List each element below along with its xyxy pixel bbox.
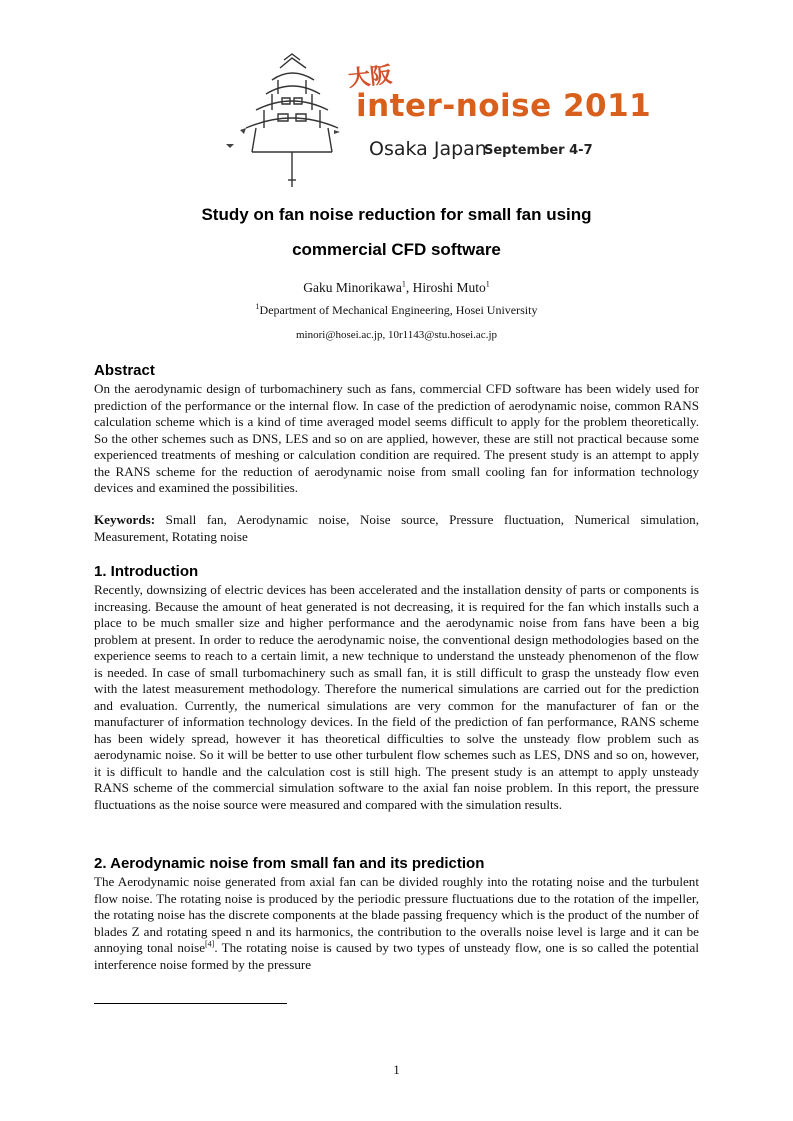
author-2-affil-mark: 1 — [485, 279, 490, 289]
citation-ref: [4] — [205, 939, 215, 949]
logo-city: Osaka Japan — [369, 138, 487, 160]
author-separator: , — [405, 280, 413, 295]
author-list — [0, 280, 793, 296]
paper-title-line-1: Study on fan noise reduction for small fan using — [201, 205, 592, 224]
author-1-affil-mark: 1 — [401, 279, 406, 289]
footnote-rule — [94, 1003, 287, 1004]
author-emails: minori@hosei.ac.jp, 10r1143@stu.hosei.ac.jp — [295, 329, 497, 341]
osaka-castle-icon — [222, 52, 352, 192]
affiliation-text: Department of Mechanical Engineering, Hosei University — [259, 303, 538, 317]
keywords-list: Small fan, Aerodynamic noise, Noise source, Pressure fluctuation, Numerical simulation, Measurement, Rotating noise — [94, 512, 699, 544]
section-2-text-b: . The rotating noise is caused by two types of unsteady flow, one is so called the potential interference noise formed by the pressure — [94, 940, 699, 972]
conference-logo — [222, 52, 652, 192]
section-1-body: Recently, downsizing of electric devices has been accelerated and the installation density of parts or components is increasing. Because the amount of heat generated is not decreasing, it is required for the fan which installs such a place to be much smaller size and higher performance and the aerodynamic noise from fans have been a big problem at present. In order to reduce the aerodynamic noise, the conventional design methodologies based on the experience seems to reach to a certain limit, a new technique to understand the unsteady phenomenon of the flow is needed. In case of small turbomachinery such as small fan, it is still difficult to grasp the unsteady flow even with the latest measurement methodology. Therefore the numerical simulations are carried out for the prediction and evaluation. Currently, the numerical simulations are very common for the manufacturer of fan or the manufacturer of information technology devices. In the field of the prediction of fan performance, RANS scheme has been widely spread, however it has theoretical difficulties to solve the unsteady flow problem such as aerodynamic noise. So it will be better to use other turbulent flow schemes such as LES, DNS and so on, however, it is difficult to handle and the calculation cost is still high. The present study is an attempt to apply unsteady RANS scheme of the commercial simulation software to the axial fan noise problem. In this report, the pressure fluctuations as the noise source were measured and compared with the simulation results. — [94, 582, 699, 812]
section-2-heading: 2. Aerodynamic noise from small fan and its prediction — [94, 855, 485, 872]
abstract-body: On the aerodynamic design of turbomachinery such as fans, commercial CFD software has been widely used for prediction of the performance or the internal flow. In case of the prediction of aerodynamic noise, common RANS calculation scheme which is a kind of time averaged model seems difficult to apply for the problem theoretically. So the other schemes such as DNS, LES and so on are applied, however, these are still not practical because some experienced treatments of meshing or calculation condition are required. The present study is an attempt to apply the RANS scheme for the reduction of aerodynamic noise from small cooling fan for information technology devices and examined the possibilities. — [94, 381, 699, 495]
affiliation — [0, 303, 793, 318]
abstract-heading: Abstract — [94, 362, 155, 379]
keywords-label: Keywords: — [94, 512, 156, 527]
logo-kanji: 大阪 — [347, 62, 394, 93]
section-2-text-a: The Aerodynamic noise generated from axial fan can be divided roughly into the rotating noise and the turbulent flow noise. The rotating noise is produced by the periodic pressure fluctuations due to the rotation of the impeller, the rotating noise has the discrete components at the blade passing frequency which is the product of the number of blades Z and rotating speed n and its harmonics, the contribution to the overalls noise level is large and it can be annoying tonal noise — [94, 874, 699, 955]
page-number: 1 — [393, 1062, 400, 1077]
section-2-body — [94, 874, 699, 973]
paper-title-line-2: commercial CFD software — [292, 240, 501, 259]
logo-dates: September 4-7 — [484, 143, 593, 158]
keywords — [94, 512, 699, 545]
affiliation-mark: 1 — [255, 302, 260, 311]
section-1-heading: 1. Introduction — [94, 563, 199, 580]
author-2: Hiroshi Muto — [412, 280, 486, 295]
author-1: Gaku Minorikawa — [303, 280, 402, 295]
logo-brand: inter-noise 2011 — [356, 88, 652, 124]
